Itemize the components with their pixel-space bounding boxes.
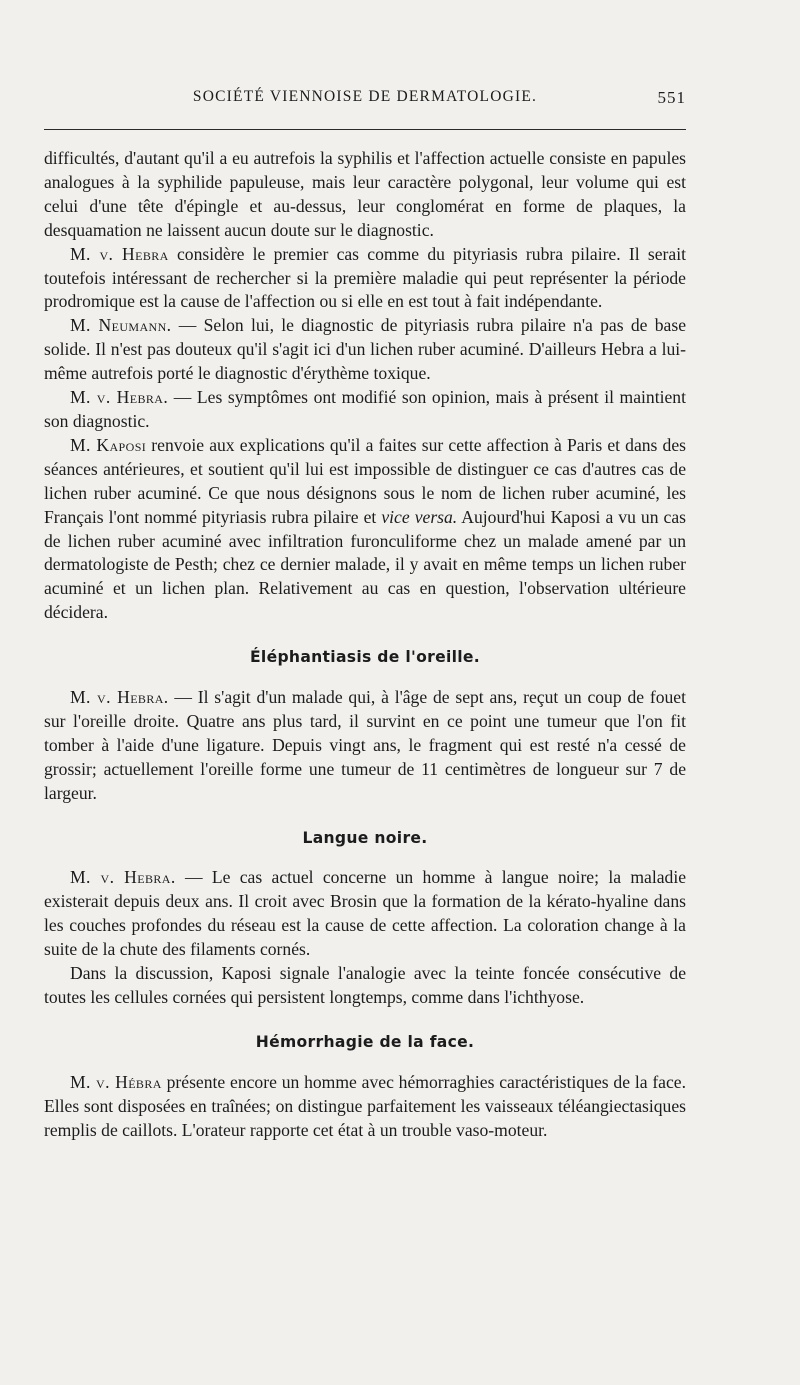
running-title: SOCIÉTÉ VIENNOISE DE DERMATOLOGIE. [192, 88, 538, 105]
paragraph [44, 386, 686, 434]
page-number: 551 [657, 88, 686, 107]
section-heading: Éléphantiasis de l'oreille. [249, 648, 481, 667]
section-heading: Langue noire. [302, 828, 428, 847]
page-header [44, 88, 686, 112]
speaker-name: M. v. Hebra. [70, 867, 176, 888]
paragraph [44, 866, 686, 962]
speaker-name: M. Neumann. [70, 315, 172, 336]
paragraph-text: — Il s'agit d'un malade qui, à l'âge de sept ans, reçut un coup de fouet sur l'oreille droite. Quatre ans plus tard, il survint en ce point une tumeur que l'on fit tomber à l'aide d'une ligature. Depuis vingt ans, le fragment qui est resté n'a cessé de grossir; actuellement l'oreille forme une tumeur de 11 centimètres de longueur sur 7 de largeur. [44, 687, 686, 803]
paragraph-text: renvoie aux explications qu'il a faites sur cette affection à Paris et dans des séances antérieures, et soutient qu'il lui est impossible de distinguer ce cas d'autres cas de lichen ruber acuminé. Ce que nous désignons sous le nom de lichen ruber acuminé, les Français l'ont nommé pityriasis rubra pilaire et [44, 434, 686, 527]
paragraph [44, 314, 686, 386]
paragraph-text: — Selon lui, le diagnostic de pityriasis rubra pilaire n'a pas de base solide. Il n'est pas douteux qu'il s'agit ici d'un lichen ruber acuminé. D'ailleurs Hebra a lui-même autrefois porté le diagnostic d'érythème toxique. [44, 315, 687, 384]
paragraph [44, 243, 686, 315]
paragraph [44, 434, 686, 625]
paragraph [44, 686, 686, 806]
section-heading: Hémorrhagie de la face. [255, 1032, 475, 1051]
paragraph-text: difficultés, d'autant qu'il a eu autrefois la syphilis et l'affection actuelle consiste en papules analogues à la syphilide papuleuse, mais leur caractère polygonal, leur volume qui est celui d'une tête d'épingle et au-dessus, leur conglomérat en forme de plaques, la desquamation ne laissent aucun doute sur le diagnostic. [44, 148, 686, 240]
italic-phrase: vice versa. [381, 506, 458, 527]
paragraph [44, 1071, 686, 1143]
speaker-name: M. v. Hebra. [70, 687, 169, 708]
paragraph [44, 962, 686, 1010]
speaker-name: M. v. Hebra. [70, 387, 169, 408]
paragraph-text: — Le cas actuel concerne un homme à langue noire; la maladie existerait depuis deux ans. Il croit avec Brosin que la formation de la kérato-hyaline dans les couches profondes du réseau est la cause de cette affection. La coloration change à la suite de la chute des filaments cornés. [44, 867, 687, 960]
paragraph-text: — Les symptômes ont modifié son opinion, mais à présent il maintient son diagnostic. [44, 387, 686, 431]
paragraph [44, 147, 686, 243]
speaker-name: M. v. Hebra [70, 243, 169, 264]
speaker-name: M. v. Hébra [70, 1071, 162, 1092]
speaker-name: M. Kaposi [70, 434, 147, 455]
paragraph-text: Aujourd'hui Kaposi a vu un cas de lichen ruber acuminé avec infiltration furonculiforme chez un malade amené par un dermatologiste de Pesth; chez ce dernier malade, il y avait en même temps un lichen ruber acuminé et un lichen plan. Relativement au cas en question, l'observation ultérieure décidera. [44, 506, 686, 623]
paragraph-text: considère le premier cas comme du pityriasis rubra pilaire. Il serait toutefois intéressant de rechercher si la première maladie qui peut représenter la période prodromique est la cause de l'affection ou si elle en est tout à fait indépendante. [44, 243, 686, 312]
body-text [44, 147, 686, 1143]
paragraph-text: Dans la discussion, Kaposi signale l'analogie avec la teinte foncée consécutive de toutes les cellules cornées qui persistent longtemps, comme dans l'ichthyose. [44, 963, 686, 1007]
header-rule [44, 129, 686, 130]
paragraph-text: présente encore un homme avec hémorraghies caractéristiques de la face. Elles sont disposées en traînées; on distingue parfaitement les vaisseaux téléangiectasiques remplis de caillots. L'orateur rapporte cet état à un trouble vaso-moteur. [44, 1071, 687, 1140]
